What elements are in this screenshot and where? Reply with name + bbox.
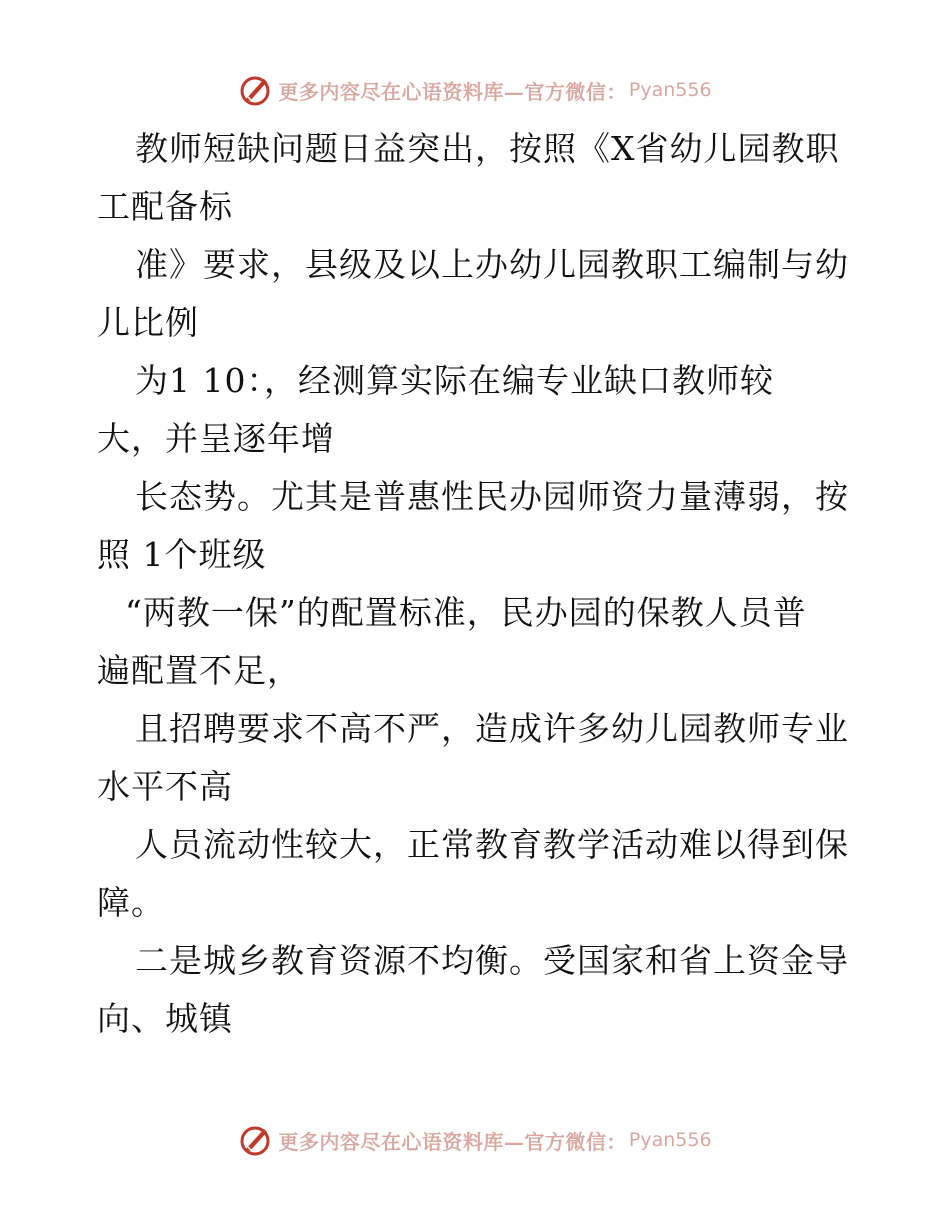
body-line: 人员流动性较大，正常教育教学活动难以得到保 [135,825,849,864]
body-line: 大，并呈逐年增 [97,419,335,458]
body-line: 准》要求，县级及以上办幼儿园教职工编制与幼 [135,245,849,284]
quill-pen-logo-icon [238,73,272,107]
header-banner [0,70,950,110]
body-line: 遍配置不足， [97,651,301,690]
footer-wechat-id: Pyan556 [628,1129,712,1151]
body-line: 且招聘要求不高不严，造成许多幼儿园教师专业 [135,709,849,748]
quill-pen-logo-icon [238,1123,272,1157]
body-line: 障。 [97,883,165,922]
footer-banner [0,1120,950,1160]
document-body [97,120,857,1048]
body-line: 照 1个班级 [97,535,267,574]
footer-banner-text: 更多内容尽在心语资料库—官方微信： [278,1129,627,1154]
body-line: 二是城乡教育资源不均衡。受国家和省上资金导 [135,941,849,980]
body-line: 长态势。尤其是普惠性民办园师资力量薄弱，按 [135,477,849,516]
header-wechat-id: Pyan556 [628,79,712,101]
body-line: 儿比例 [97,303,199,342]
body-line: 为1 10：，经测算实际在编专业缺口教师较 [135,361,774,400]
body-line: 水平不高 [97,767,233,806]
header-banner-text: 更多内容尽在心语资料库—官方微信： [278,79,627,104]
body-line: 向、城镇 [97,999,233,1038]
body-line: “两教一保”的配置标准，民办园的保教人员普 [125,593,807,632]
body-line: 工配备标 [97,187,233,226]
body-line: 教师短缺问题日益突出，按照《X省幼儿园教职 [135,129,840,168]
